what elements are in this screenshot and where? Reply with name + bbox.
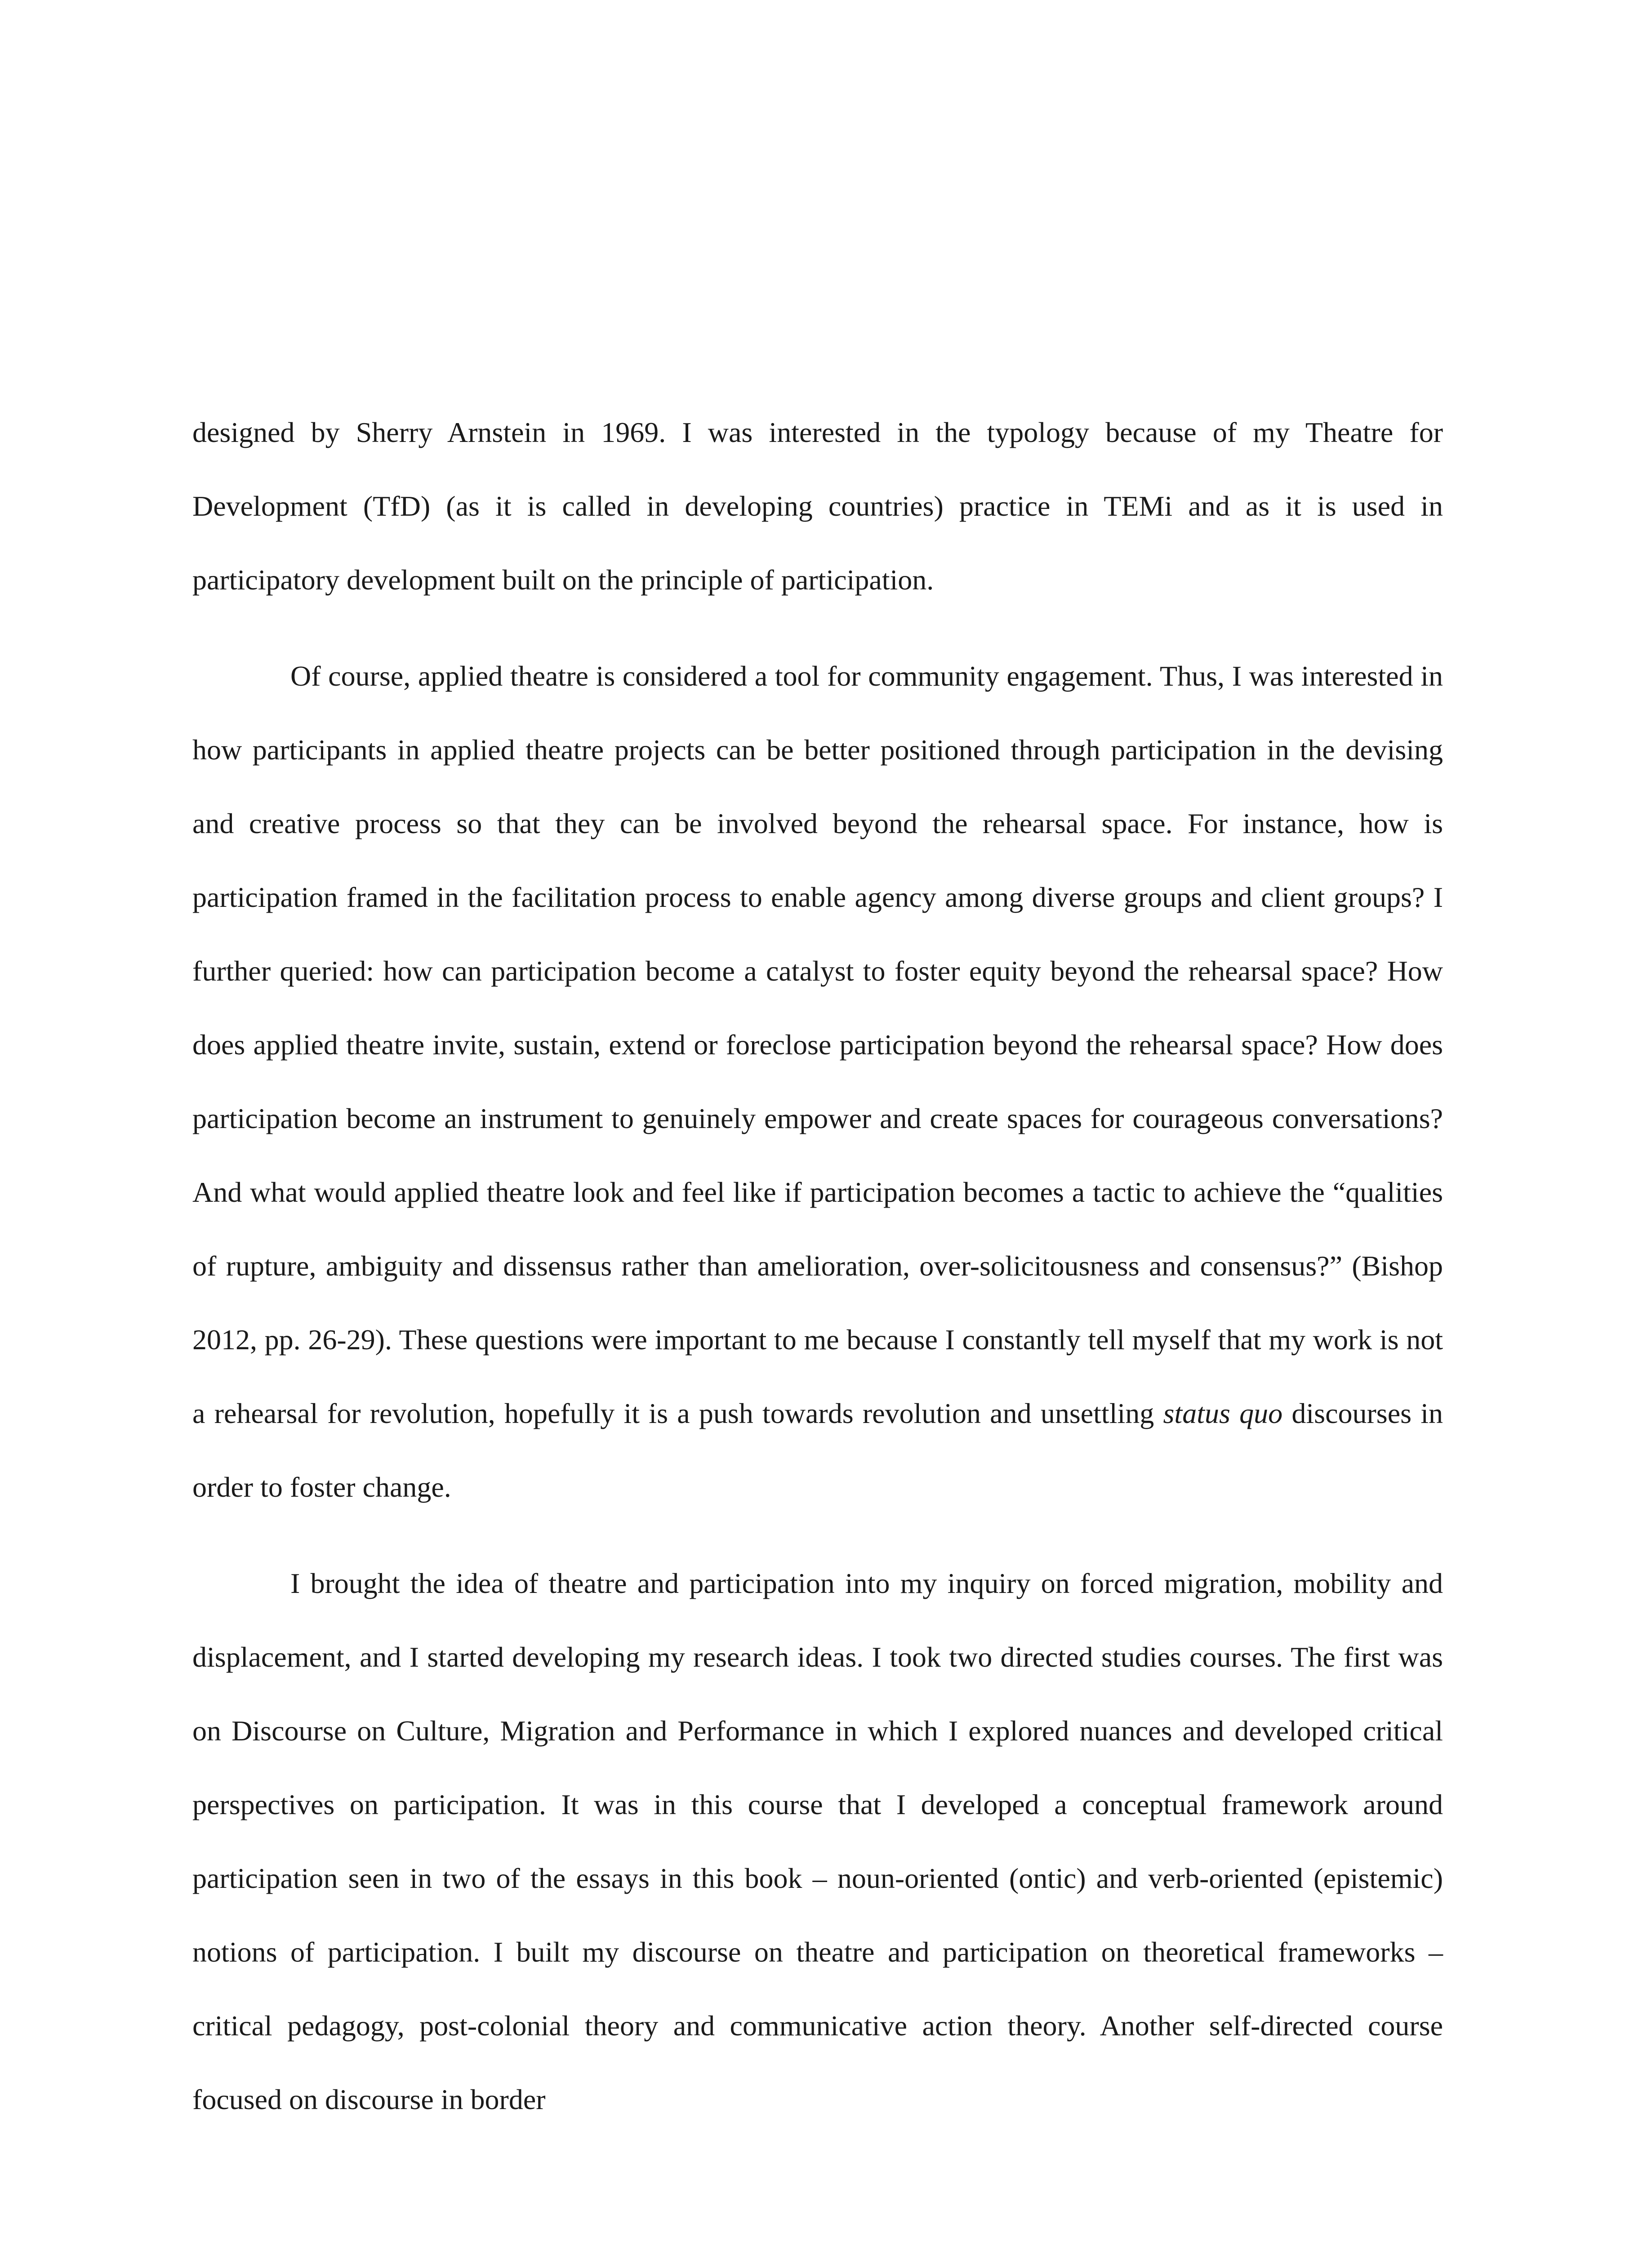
- paragraph-3-text: I brought the idea of theatre and participation into my inquiry on forced migration, mobility and displacement, and I started developing my research ideas. I took two directed studies courses. The first was on Discourse on Culture, Migration and Performance in which I explored nuances and developed critical perspectives on participation. It was in this course that I developed a conceptual framework around participation seen in two of the essays in this book – noun-oriented (ontic) and verb-oriented (epistemic) notions of participation. I built my discourse on theatre and participation on theoretical frameworks – critical pedagogy, post-colonial theory and communicative action theory. Another self-directed course focused on discourse in border: [192, 1567, 1443, 2115]
- paragraph-1-text: designed by Sherry Arnstein in 1969. I was interested in the typology because of my Theatre for Development (TfD) (as it is called in developing countries) practice in TEMi and as it is used in participatory development built on the principle of participation.: [192, 416, 1443, 596]
- paragraph-2-text-end: discourses in order to foster change.: [192, 1397, 1443, 1503]
- paragraph-2: [192, 639, 1443, 1524]
- body-text: [192, 396, 1443, 2136]
- paragraph-3: [192, 1547, 1443, 2136]
- paragraph-2-text: Of course, applied theatre is considered a tool for community engagement. Thus, I was interested in how participants in applied theatre projects can be better positioned through participation in the devising and creative process so that they can be involved beyond the rehearsal space. For instance, how is participation framed in the facilitation process to enable agency among diverse groups and client groups? I further queried: how can participation become a catalyst to foster equity beyond the rehearsal space? How does applied theatre invite, sustain, extend or foreclose participation beyond the rehearsal space? How does participation become an instrument to genuinely empower and create spaces for courageous conversations? And what would applied theatre look and feel like if participation becomes a tactic to achieve the “qualities of rupture, ambiguity and dissensus rather than amelioration, over-solicitousness and consensus?” (Bishop 2012, pp. 26-29). These questions were important to me because I constantly tell myself that my work is not a rehearsal for revolution, hopefully it is a push towards revolution and unsettling: [192, 660, 1443, 1429]
- paragraph-1: [192, 396, 1443, 617]
- italic-phrase: status quo: [1163, 1397, 1283, 1429]
